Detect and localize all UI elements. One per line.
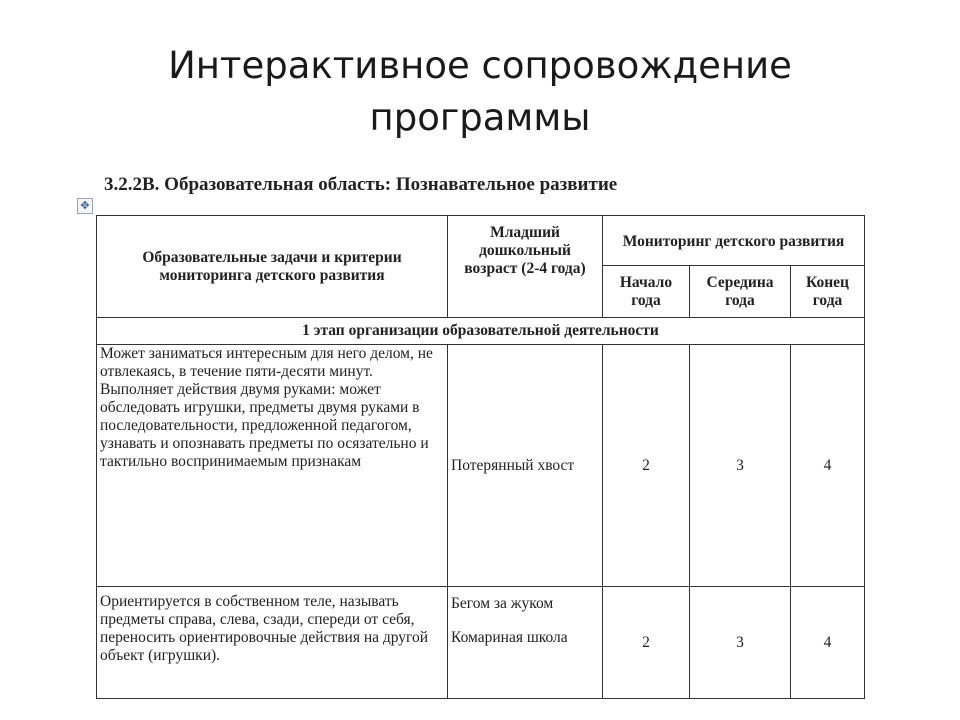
score-middle: 3 [690,587,791,699]
slide-title-line-2: программы [369,96,591,139]
score-end: 4 [791,345,865,587]
score-end: 4 [791,587,865,699]
section-heading: 3.2.2В. Образовательная область: Познавательное развитие [104,174,618,195]
header-age: Младший дошкольный возраст (2-4 года) [448,216,603,318]
header-tasks: Образовательные задачи и критерии мониторинга детского развития [97,216,448,318]
monitoring-table [96,215,865,699]
score-start: 2 [603,587,690,699]
game-name: Бегом за жуком [451,595,554,612]
table-row [97,587,865,699]
score-middle: 3 [690,345,791,587]
game-name: Комариная школа [451,629,568,646]
stage-row: 1 этап организации образовательной деятельности [97,318,865,345]
slide-title-line-1: Интерактивное сопровождение [168,44,792,87]
header-start: Начало года [603,266,690,318]
header-middle: Середина года [690,266,791,318]
slide-title [0,40,960,144]
score-start: 2 [603,345,690,587]
header-monitoring: Мониторинг детского развития [603,216,865,266]
header-end: Конец года [791,266,865,318]
criteria-cell: Может заниматься интересным для него делом, не отвлекаясь, в течение пяти-десяти минут. Выполняет действия двумя руками: может обследовать игрушки, предметы двумя руками в последовательности, предложенной педагогом, узнавать и опознавать предметы по осязательно и тактильно воспринимаемым признакам [97,345,448,587]
criteria-cell: Ориентируется в собственном теле, называть предметы справа, слева, сзади, спереди от себя, переносить ориентировочные действия на другой объект (игрушки). [97,587,448,699]
table-row [97,345,865,587]
move-cross-icon[interactable]: ✥ [77,198,93,214]
game-name: Потерянный хвост [451,456,575,474]
game-cell [448,587,603,699]
game-cell [448,345,603,587]
